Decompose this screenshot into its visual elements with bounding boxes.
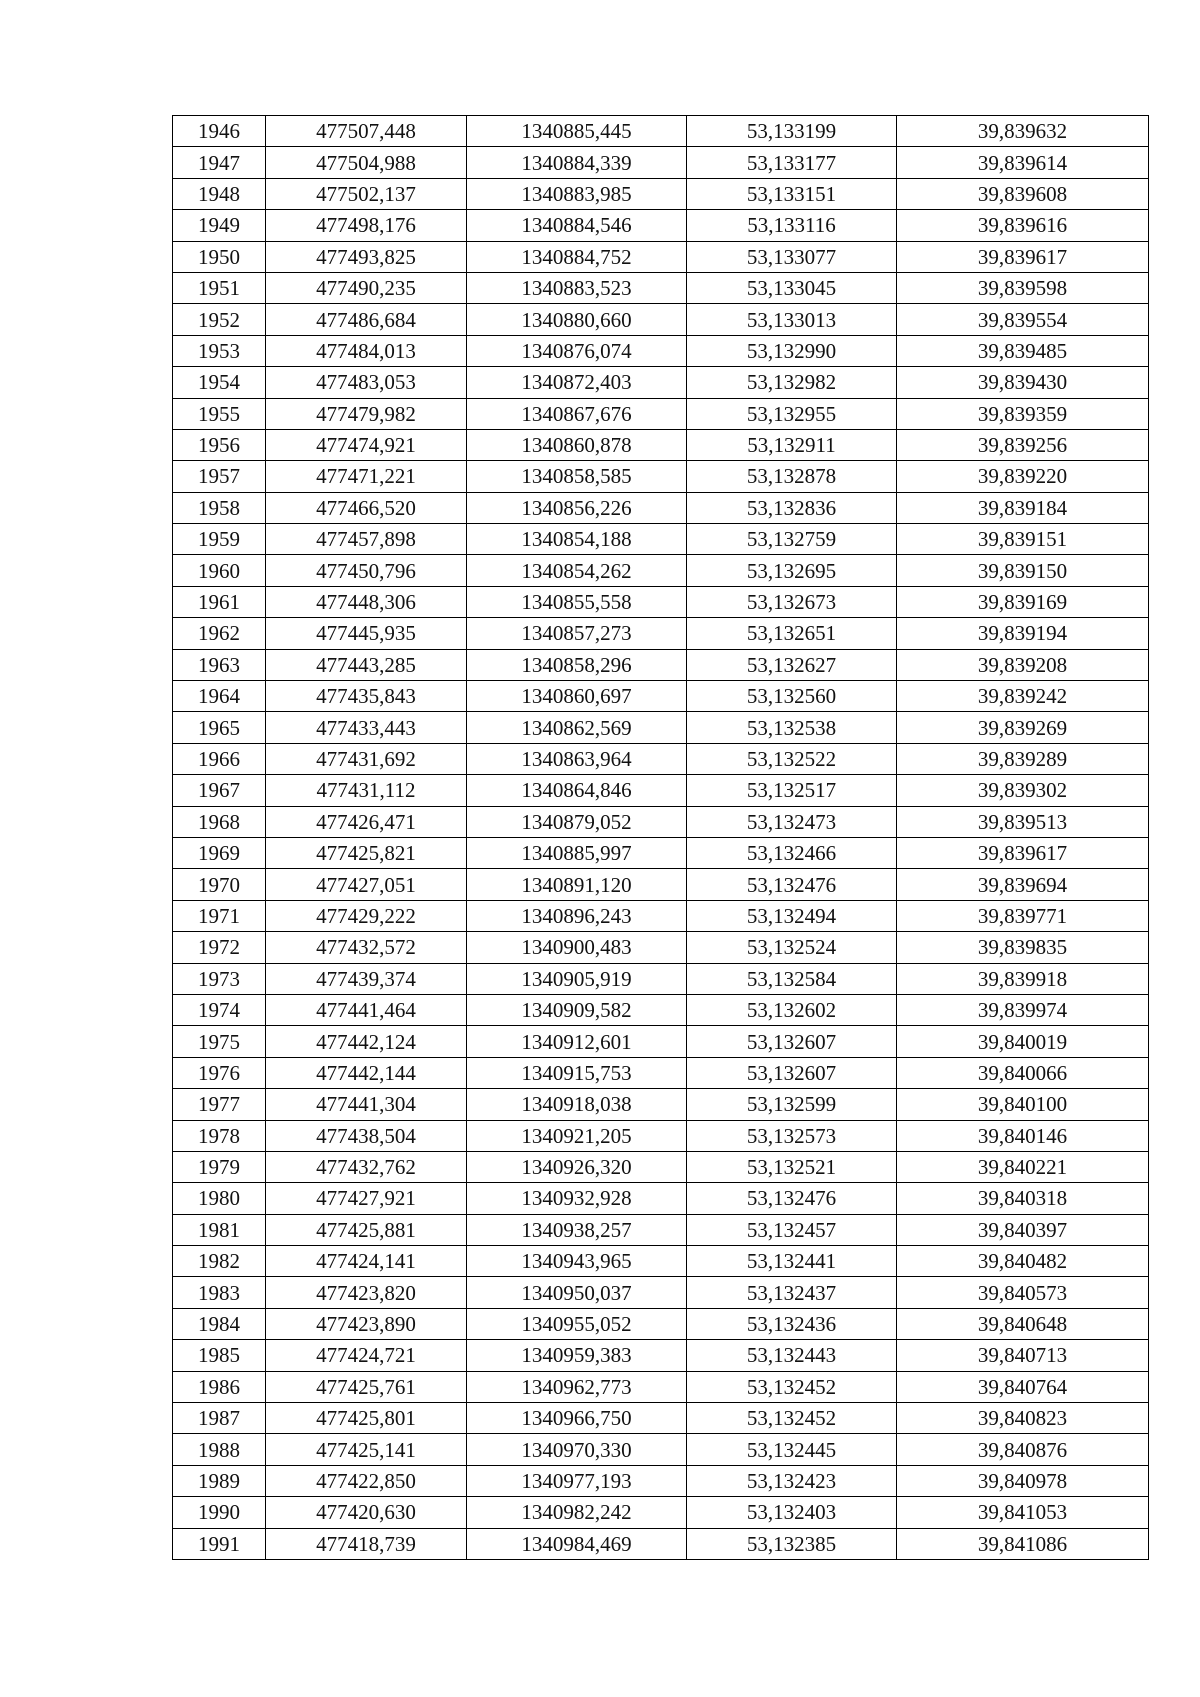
latitude-cell: 53,132476 <box>687 1183 897 1214</box>
x-coordinate-cell: 477507,448 <box>266 116 467 147</box>
latitude-cell: 53,132437 <box>687 1277 897 1308</box>
table-row <box>173 775 1149 806</box>
table-body <box>173 116 1149 1560</box>
point-number-cell: 1958 <box>173 492 266 523</box>
longitude-cell: 39,840318 <box>897 1183 1149 1214</box>
longitude-cell: 39,840019 <box>897 1026 1149 1057</box>
point-number-cell: 1972 <box>173 932 266 963</box>
longitude-cell: 39,839151 <box>897 524 1149 555</box>
longitude-cell: 39,840823 <box>897 1403 1149 1434</box>
point-number-cell: 1947 <box>173 147 266 178</box>
point-number-cell: 1966 <box>173 743 266 774</box>
latitude-cell: 53,132982 <box>687 367 897 398</box>
longitude-cell: 39,839208 <box>897 649 1149 680</box>
latitude-cell: 53,132607 <box>687 1057 897 1088</box>
x-coordinate-cell: 477427,051 <box>266 869 467 900</box>
y-coordinate-cell: 1340905,919 <box>467 963 687 994</box>
y-coordinate-cell: 1340970,330 <box>467 1434 687 1465</box>
latitude-cell: 53,132599 <box>687 1089 897 1120</box>
latitude-cell: 53,132627 <box>687 649 897 680</box>
x-coordinate-cell: 477425,881 <box>266 1214 467 1245</box>
point-number-cell: 1968 <box>173 806 266 837</box>
point-number-cell: 1973 <box>173 963 266 994</box>
point-number-cell: 1978 <box>173 1120 266 1151</box>
point-number-cell: 1948 <box>173 178 266 209</box>
longitude-cell: 39,839513 <box>897 806 1149 837</box>
point-number-cell: 1974 <box>173 994 266 1025</box>
x-coordinate-cell: 477441,304 <box>266 1089 467 1120</box>
table-row <box>173 586 1149 617</box>
x-coordinate-cell: 477486,684 <box>266 304 467 335</box>
table-row <box>173 1497 1149 1528</box>
table-row <box>173 367 1149 398</box>
longitude-cell: 39,840573 <box>897 1277 1149 1308</box>
point-number-cell: 1970 <box>173 869 266 900</box>
y-coordinate-cell: 1340862,569 <box>467 712 687 743</box>
point-number-cell: 1975 <box>173 1026 266 1057</box>
table-row <box>173 994 1149 1025</box>
table-row <box>173 241 1149 272</box>
y-coordinate-cell: 1340885,445 <box>467 116 687 147</box>
latitude-cell: 53,132473 <box>687 806 897 837</box>
y-coordinate-cell: 1340921,205 <box>467 1120 687 1151</box>
y-coordinate-cell: 1340915,753 <box>467 1057 687 1088</box>
latitude-cell: 53,132441 <box>687 1246 897 1277</box>
y-coordinate-cell: 1340955,052 <box>467 1308 687 1339</box>
table-row <box>173 398 1149 429</box>
longitude-cell: 39,839608 <box>897 178 1149 209</box>
latitude-cell: 53,132445 <box>687 1434 897 1465</box>
longitude-cell: 39,839302 <box>897 775 1149 806</box>
latitude-cell: 53,132602 <box>687 994 897 1025</box>
latitude-cell: 53,132476 <box>687 869 897 900</box>
y-coordinate-cell: 1340938,257 <box>467 1214 687 1245</box>
point-number-cell: 1967 <box>173 775 266 806</box>
latitude-cell: 53,133045 <box>687 272 897 303</box>
latitude-cell: 53,132538 <box>687 712 897 743</box>
x-coordinate-cell: 477466,520 <box>266 492 467 523</box>
longitude-cell: 39,839150 <box>897 555 1149 586</box>
point-number-cell: 1965 <box>173 712 266 743</box>
table-row <box>173 618 1149 649</box>
point-number-cell: 1959 <box>173 524 266 555</box>
latitude-cell: 53,132517 <box>687 775 897 806</box>
coordinates-table <box>172 115 1149 1560</box>
point-number-cell: 1971 <box>173 900 266 931</box>
latitude-cell: 53,132457 <box>687 1214 897 1245</box>
table-row <box>173 492 1149 523</box>
y-coordinate-cell: 1340860,697 <box>467 681 687 712</box>
y-coordinate-cell: 1340959,383 <box>467 1340 687 1371</box>
point-number-cell: 1957 <box>173 461 266 492</box>
y-coordinate-cell: 1340879,052 <box>467 806 687 837</box>
longitude-cell: 39,840066 <box>897 1057 1149 1088</box>
table-row <box>173 1089 1149 1120</box>
longitude-cell: 39,840713 <box>897 1340 1149 1371</box>
latitude-cell: 53,132524 <box>687 932 897 963</box>
table-row <box>173 461 1149 492</box>
latitude-cell: 53,132452 <box>687 1371 897 1402</box>
y-coordinate-cell: 1340909,582 <box>467 994 687 1025</box>
table-row <box>173 712 1149 743</box>
longitude-cell: 39,840764 <box>897 1371 1149 1402</box>
point-number-cell: 1981 <box>173 1214 266 1245</box>
longitude-cell: 39,840397 <box>897 1214 1149 1245</box>
longitude-cell: 39,840146 <box>897 1120 1149 1151</box>
y-coordinate-cell: 1340856,226 <box>467 492 687 523</box>
x-coordinate-cell: 477420,630 <box>266 1497 467 1528</box>
x-coordinate-cell: 477471,221 <box>266 461 467 492</box>
x-coordinate-cell: 477425,141 <box>266 1434 467 1465</box>
y-coordinate-cell: 1340884,752 <box>467 241 687 272</box>
x-coordinate-cell: 477439,374 <box>266 963 467 994</box>
table-row <box>173 932 1149 963</box>
longitude-cell: 39,839359 <box>897 398 1149 429</box>
x-coordinate-cell: 477424,141 <box>266 1246 467 1277</box>
table-row <box>173 304 1149 335</box>
y-coordinate-cell: 1340984,469 <box>467 1528 687 1559</box>
y-coordinate-cell: 1340943,965 <box>467 1246 687 1277</box>
table-row <box>173 555 1149 586</box>
table-row <box>173 1340 1149 1371</box>
x-coordinate-cell: 477502,137 <box>266 178 467 209</box>
x-coordinate-cell: 477424,721 <box>266 1340 467 1371</box>
x-coordinate-cell: 477448,306 <box>266 586 467 617</box>
table-row <box>173 806 1149 837</box>
latitude-cell: 53,132436 <box>687 1308 897 1339</box>
point-number-cell: 1987 <box>173 1403 266 1434</box>
longitude-cell: 39,841053 <box>897 1497 1149 1528</box>
y-coordinate-cell: 1340982,242 <box>467 1497 687 1528</box>
x-coordinate-cell: 477445,935 <box>266 618 467 649</box>
table-row <box>173 900 1149 931</box>
y-coordinate-cell: 1340854,262 <box>467 555 687 586</box>
latitude-cell: 53,132494 <box>687 900 897 931</box>
point-number-cell: 1954 <box>173 367 266 398</box>
point-number-cell: 1976 <box>173 1057 266 1088</box>
y-coordinate-cell: 1340860,878 <box>467 429 687 460</box>
point-number-cell: 1988 <box>173 1434 266 1465</box>
x-coordinate-cell: 477490,235 <box>266 272 467 303</box>
x-coordinate-cell: 477423,890 <box>266 1308 467 1339</box>
point-number-cell: 1949 <box>173 210 266 241</box>
longitude-cell: 39,839194 <box>897 618 1149 649</box>
longitude-cell: 39,840876 <box>897 1434 1149 1465</box>
longitude-cell: 39,839918 <box>897 963 1149 994</box>
latitude-cell: 53,132521 <box>687 1151 897 1182</box>
point-number-cell: 1989 <box>173 1465 266 1496</box>
y-coordinate-cell: 1340867,676 <box>467 398 687 429</box>
x-coordinate-cell: 477431,112 <box>266 775 467 806</box>
point-number-cell: 1955 <box>173 398 266 429</box>
y-coordinate-cell: 1340885,997 <box>467 837 687 868</box>
x-coordinate-cell: 477438,504 <box>266 1120 467 1151</box>
y-coordinate-cell: 1340918,038 <box>467 1089 687 1120</box>
y-coordinate-cell: 1340854,188 <box>467 524 687 555</box>
table-row <box>173 837 1149 868</box>
x-coordinate-cell: 477441,464 <box>266 994 467 1025</box>
x-coordinate-cell: 477484,013 <box>266 335 467 366</box>
latitude-cell: 53,132673 <box>687 586 897 617</box>
point-number-cell: 1956 <box>173 429 266 460</box>
latitude-cell: 53,132695 <box>687 555 897 586</box>
point-number-cell: 1960 <box>173 555 266 586</box>
y-coordinate-cell: 1340884,339 <box>467 147 687 178</box>
x-coordinate-cell: 477423,820 <box>266 1277 467 1308</box>
y-coordinate-cell: 1340977,193 <box>467 1465 687 1496</box>
table-row <box>173 178 1149 209</box>
longitude-cell: 39,839256 <box>897 429 1149 460</box>
table-row <box>173 524 1149 555</box>
latitude-cell: 53,132466 <box>687 837 897 868</box>
latitude-cell: 53,133199 <box>687 116 897 147</box>
y-coordinate-cell: 1340857,273 <box>467 618 687 649</box>
x-coordinate-cell: 477426,471 <box>266 806 467 837</box>
longitude-cell: 39,840482 <box>897 1246 1149 1277</box>
point-number-cell: 1983 <box>173 1277 266 1308</box>
latitude-cell: 53,132385 <box>687 1528 897 1559</box>
x-coordinate-cell: 477442,124 <box>266 1026 467 1057</box>
longitude-cell: 39,839835 <box>897 932 1149 963</box>
table-row <box>173 1434 1149 1465</box>
longitude-cell: 39,840100 <box>897 1089 1149 1120</box>
longitude-cell: 39,839617 <box>897 837 1149 868</box>
point-number-cell: 1979 <box>173 1151 266 1182</box>
latitude-cell: 53,132443 <box>687 1340 897 1371</box>
point-number-cell: 1962 <box>173 618 266 649</box>
point-number-cell: 1963 <box>173 649 266 680</box>
longitude-cell: 39,839269 <box>897 712 1149 743</box>
point-number-cell: 1946 <box>173 116 266 147</box>
x-coordinate-cell: 477457,898 <box>266 524 467 555</box>
x-coordinate-cell: 477442,144 <box>266 1057 467 1088</box>
y-coordinate-cell: 1340858,296 <box>467 649 687 680</box>
point-number-cell: 1952 <box>173 304 266 335</box>
table-row <box>173 743 1149 774</box>
table-row <box>173 429 1149 460</box>
point-number-cell: 1986 <box>173 1371 266 1402</box>
x-coordinate-cell: 477498,176 <box>266 210 467 241</box>
table-row <box>173 1183 1149 1214</box>
latitude-cell: 53,132584 <box>687 963 897 994</box>
y-coordinate-cell: 1340900,483 <box>467 932 687 963</box>
latitude-cell: 53,132423 <box>687 1465 897 1496</box>
y-coordinate-cell: 1340858,585 <box>467 461 687 492</box>
y-coordinate-cell: 1340884,546 <box>467 210 687 241</box>
y-coordinate-cell: 1340966,750 <box>467 1403 687 1434</box>
y-coordinate-cell: 1340855,558 <box>467 586 687 617</box>
longitude-cell: 39,839430 <box>897 367 1149 398</box>
longitude-cell: 39,839617 <box>897 241 1149 272</box>
latitude-cell: 53,132403 <box>687 1497 897 1528</box>
x-coordinate-cell: 477425,801 <box>266 1403 467 1434</box>
longitude-cell: 39,840648 <box>897 1308 1149 1339</box>
table-row <box>173 1151 1149 1182</box>
x-coordinate-cell: 477422,850 <box>266 1465 467 1496</box>
table-row <box>173 272 1149 303</box>
table-row <box>173 963 1149 994</box>
longitude-cell: 39,839554 <box>897 304 1149 335</box>
point-number-cell: 1985 <box>173 1340 266 1371</box>
point-number-cell: 1964 <box>173 681 266 712</box>
table-row <box>173 869 1149 900</box>
longitude-cell: 39,839289 <box>897 743 1149 774</box>
longitude-cell: 39,839694 <box>897 869 1149 900</box>
y-coordinate-cell: 1340863,964 <box>467 743 687 774</box>
x-coordinate-cell: 477483,053 <box>266 367 467 398</box>
table-row <box>173 1214 1149 1245</box>
table-row <box>173 1403 1149 1434</box>
latitude-cell: 53,132878 <box>687 461 897 492</box>
latitude-cell: 53,133116 <box>687 210 897 241</box>
y-coordinate-cell: 1340864,846 <box>467 775 687 806</box>
x-coordinate-cell: 477493,825 <box>266 241 467 272</box>
longitude-cell: 39,839220 <box>897 461 1149 492</box>
x-coordinate-cell: 477432,762 <box>266 1151 467 1182</box>
y-coordinate-cell: 1340891,120 <box>467 869 687 900</box>
x-coordinate-cell: 477504,988 <box>266 147 467 178</box>
latitude-cell: 53,132955 <box>687 398 897 429</box>
table-row <box>173 1057 1149 1088</box>
table-row <box>173 1371 1149 1402</box>
table-row <box>173 147 1149 178</box>
longitude-cell: 39,840221 <box>897 1151 1149 1182</box>
longitude-cell: 39,839974 <box>897 994 1149 1025</box>
longitude-cell: 39,839184 <box>897 492 1149 523</box>
longitude-cell: 39,840978 <box>897 1465 1149 1496</box>
y-coordinate-cell: 1340872,403 <box>467 367 687 398</box>
table-row <box>173 210 1149 241</box>
point-number-cell: 1980 <box>173 1183 266 1214</box>
table-row <box>173 1528 1149 1559</box>
y-coordinate-cell: 1340962,773 <box>467 1371 687 1402</box>
latitude-cell: 53,133177 <box>687 147 897 178</box>
longitude-cell: 39,839169 <box>897 586 1149 617</box>
table-row <box>173 1026 1149 1057</box>
longitude-cell: 39,839242 <box>897 681 1149 712</box>
x-coordinate-cell: 477431,692 <box>266 743 467 774</box>
x-coordinate-cell: 477429,222 <box>266 900 467 931</box>
x-coordinate-cell: 477418,739 <box>266 1528 467 1559</box>
x-coordinate-cell: 477425,761 <box>266 1371 467 1402</box>
point-number-cell: 1977 <box>173 1089 266 1120</box>
point-number-cell: 1991 <box>173 1528 266 1559</box>
table-row <box>173 335 1149 366</box>
latitude-cell: 53,132522 <box>687 743 897 774</box>
y-coordinate-cell: 1340926,320 <box>467 1151 687 1182</box>
x-coordinate-cell: 477435,843 <box>266 681 467 712</box>
latitude-cell: 53,133151 <box>687 178 897 209</box>
point-number-cell: 1961 <box>173 586 266 617</box>
latitude-cell: 53,132607 <box>687 1026 897 1057</box>
point-number-cell: 1984 <box>173 1308 266 1339</box>
x-coordinate-cell: 477432,572 <box>266 932 467 963</box>
latitude-cell: 53,132560 <box>687 681 897 712</box>
table-row <box>173 649 1149 680</box>
latitude-cell: 53,133013 <box>687 304 897 335</box>
latitude-cell: 53,132573 <box>687 1120 897 1151</box>
point-number-cell: 1982 <box>173 1246 266 1277</box>
x-coordinate-cell: 477427,921 <box>266 1183 467 1214</box>
point-number-cell: 1951 <box>173 272 266 303</box>
latitude-cell: 53,132990 <box>687 335 897 366</box>
longitude-cell: 39,839632 <box>897 116 1149 147</box>
x-coordinate-cell: 477443,285 <box>266 649 467 680</box>
latitude-cell: 53,132452 <box>687 1403 897 1434</box>
longitude-cell: 39,839771 <box>897 900 1149 931</box>
y-coordinate-cell: 1340912,601 <box>467 1026 687 1057</box>
table-row <box>173 1120 1149 1151</box>
y-coordinate-cell: 1340883,523 <box>467 272 687 303</box>
y-coordinate-cell: 1340896,243 <box>467 900 687 931</box>
y-coordinate-cell: 1340880,660 <box>467 304 687 335</box>
x-coordinate-cell: 477479,982 <box>266 398 467 429</box>
x-coordinate-cell: 477425,821 <box>266 837 467 868</box>
longitude-cell: 39,841086 <box>897 1528 1149 1559</box>
y-coordinate-cell: 1340932,928 <box>467 1183 687 1214</box>
table-row <box>173 681 1149 712</box>
latitude-cell: 53,132651 <box>687 618 897 649</box>
table-row <box>173 1246 1149 1277</box>
point-number-cell: 1990 <box>173 1497 266 1528</box>
table-row <box>173 116 1149 147</box>
y-coordinate-cell: 1340883,985 <box>467 178 687 209</box>
table-row <box>173 1308 1149 1339</box>
table-row <box>173 1465 1149 1496</box>
latitude-cell: 53,132836 <box>687 492 897 523</box>
point-number-cell: 1953 <box>173 335 266 366</box>
latitude-cell: 53,133077 <box>687 241 897 272</box>
longitude-cell: 39,839598 <box>897 272 1149 303</box>
table-row <box>173 1277 1149 1308</box>
latitude-cell: 53,132911 <box>687 429 897 460</box>
y-coordinate-cell: 1340950,037 <box>467 1277 687 1308</box>
x-coordinate-cell: 477433,443 <box>266 712 467 743</box>
longitude-cell: 39,839614 <box>897 147 1149 178</box>
latitude-cell: 53,132759 <box>687 524 897 555</box>
y-coordinate-cell: 1340876,074 <box>467 335 687 366</box>
point-number-cell: 1969 <box>173 837 266 868</box>
point-number-cell: 1950 <box>173 241 266 272</box>
longitude-cell: 39,839485 <box>897 335 1149 366</box>
longitude-cell: 39,839616 <box>897 210 1149 241</box>
x-coordinate-cell: 477450,796 <box>266 555 467 586</box>
x-coordinate-cell: 477474,921 <box>266 429 467 460</box>
